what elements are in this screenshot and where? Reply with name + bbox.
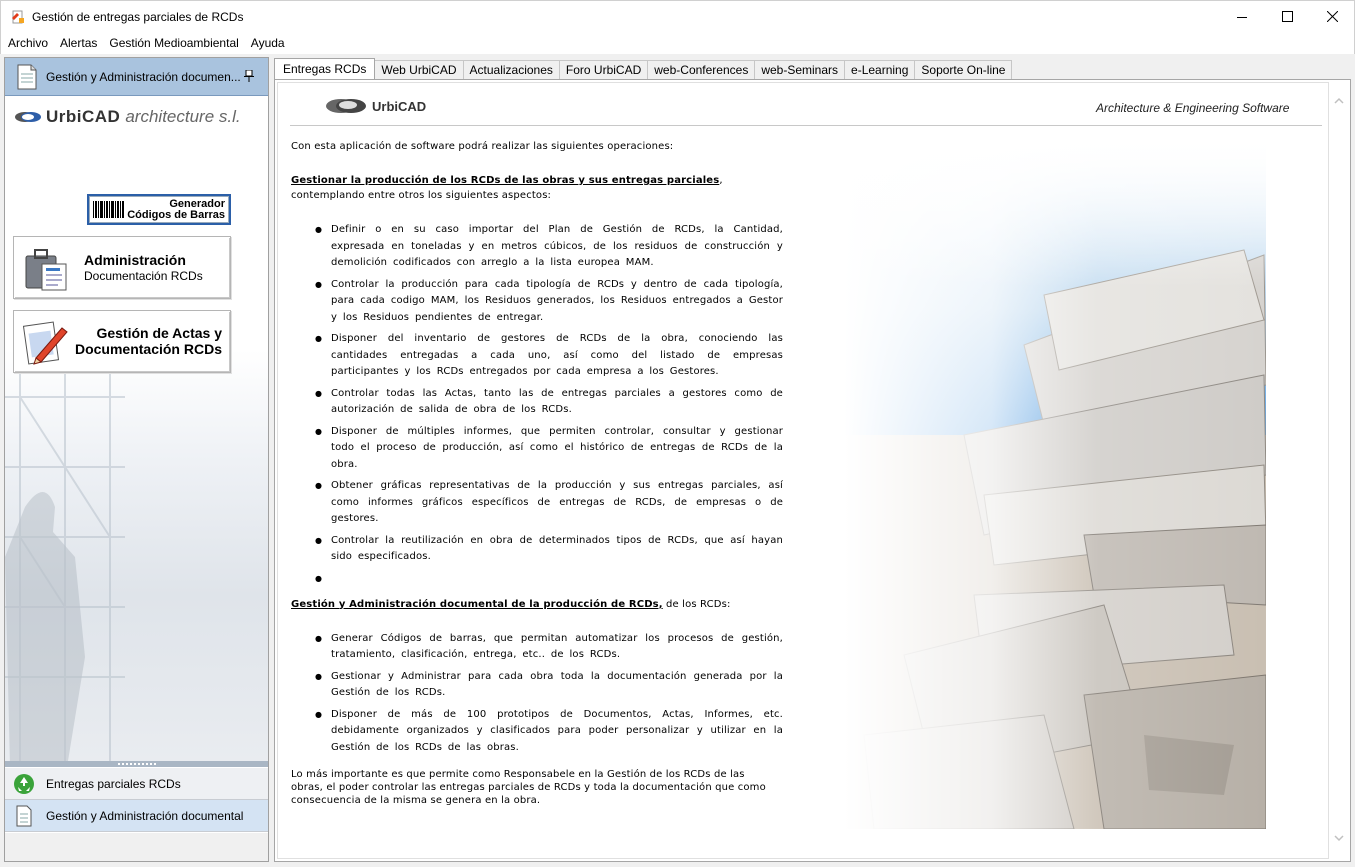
document-icon [13,805,35,827]
gestion-actas-button[interactable] [13,310,231,373]
barcode-button-label: Generador Códigos de Barras [127,197,225,221]
list-item: ● Controlar la reutilización en obra de determinados tipos de RCDs, que así hayan sido especificados. [315,533,783,566]
title-bar [0,0,1355,32]
content-page [277,82,1329,859]
app-icon [10,9,26,25]
menu-bar [0,32,1355,54]
nav-gestion-documental[interactable] [5,800,268,832]
description-text [291,139,783,807]
briefcase-document-icon [22,244,70,292]
urbicad-logo-mark-icon [324,97,368,115]
vertical-scrollbar[interactable] [1330,82,1348,859]
section2-list [315,631,783,757]
menu-ayuda[interactable]: Ayuda [250,36,285,50]
scroll-up-icon[interactable] [1334,96,1344,106]
left-panel-header[interactable] [5,58,268,96]
minimize-icon [1237,12,1247,22]
barcode-icon [92,199,126,221]
section1-subheading: contemplando entre otros los siguientes aspectos: [291,190,552,201]
panel-splitter[interactable] [5,761,268,767]
list-item: ● Generar Códigos de barras, que permitan automatizar los procesos de gestión, tratamiento, clasificación, entrega, etc.. de los RCDs. [315,631,783,664]
tagline: Architecture & Engineering Software [1096,101,1290,115]
close-icon [1327,11,1338,22]
window-title: Gestión de entregas parciales de RCDs [32,9,244,24]
content-frame [274,79,1351,862]
left-panel-footer [5,833,268,861]
content-logo-brand: UrbiCAD [372,98,427,114]
section2-heading: Gestión y Administración documental de la producción de RCDs, [291,598,663,610]
tab-soporte-online[interactable]: Soporte On-line [914,60,1012,79]
scroll-down-icon[interactable] [1334,833,1344,843]
tab-web-conferences[interactable]: web-Conferences [647,60,755,79]
pin-icon[interactable] [244,70,254,82]
section1-list [315,222,783,587]
barcode-generator-button[interactable] [87,194,231,225]
urbicad-logo-mark-icon [14,111,42,123]
maximize-button[interactable] [1264,1,1310,32]
tab-web-urbicad[interactable]: Web UrbiCAD [374,60,463,79]
closing-paragraph: Lo más importante es que permite como Responsabele en la Gestión de los RCDs de las obras, el poder controlar las entregas parciales de RCDs y toda la documentación que como consecuencia de la misma se genera en la obra. [291,769,766,806]
scaffold-background-image [5,357,125,761]
list-item: ● Controlar todas las Actas, tanto las de entregas parciales a gestores como de autorización de salida de obra de los RCDs. [315,386,783,419]
menu-gestion-medioambiental[interactable]: Gestión Medioambiental [109,36,239,50]
administracion-title: Administración [84,252,186,268]
tab-entregas-rcds[interactable]: Entregas RCDs [274,58,375,79]
nav-gestion-documental-label: Gestión y Administración documental [46,808,244,823]
administracion-subtitle: Documentación RCDs [84,269,203,283]
nav-entregas-parciales-label: Entregas parciales RCDs [46,776,181,791]
tab-e-learning[interactable]: e-Learning [844,60,915,79]
list-item: ● Controlar la producción para cada tipología de RCDs y dentro de cada tipología, para cada codigo MAM, los Residuos generados, los Residuos entregados a Gestor y los Residuos pendientes de entregar. [315,277,783,327]
list-item: ● Definir o en su caso importar del Plan de Gestión de RCDs, la Cantidad, expresada en toneladas y en metros cúbicos, de los residuos de construcción y demolición codificados con arreglo a la lista europea MAM. [315,222,783,272]
recycle-icon [13,773,35,795]
logo-brand: UrbiCAD [46,107,121,126]
minimize-button[interactable] [1219,1,1265,32]
list-item: ● Disponer de más de 100 prototipos de Documentos, Actas, Informes, etc. debidamente organizados y clasificados para poder personalizar y utilizar en la Gestión de los RCDs de las obras. [315,707,783,757]
tab-actualizaciones[interactable]: Actualizaciones [463,60,560,79]
gestion-actas-label: Gestión de Actas y Documentación RCDs [74,325,222,357]
urbicad-logo [14,107,241,127]
left-panel-header-label: Gestión y Administración documen... [46,69,241,84]
left-panel-content [5,97,268,761]
menu-archivo[interactable]: Archivo [8,36,49,50]
list-item: ● Disponer de múltiples informes, que permiten controlar, consultar y gestionar todo el proceso de producción, así como el histórico de entregas de RCDs de la obra. [315,424,783,474]
close-button[interactable] [1309,1,1355,32]
header-divider [290,125,1322,126]
list-item [315,571,783,587]
maximize-icon [1282,11,1293,22]
menu-alertas[interactable]: Alertas [60,36,98,50]
section1-heading: Gestionar la producción de los RCDs de las obras y sus entregas parciales [291,175,720,186]
tab-web-seminars[interactable]: web-Seminars [754,60,845,79]
list-item: ● Disponer del inventario de gestores de RCDs de la obra, conociendo las cantidades entregadas a cada uno, así como del listado de empresas participantes y los RCDs entregados por cada empresa a los Gestores. [315,331,783,381]
concrete-rubble-image [844,135,1266,829]
tab-strip [274,59,1011,79]
document-icon [16,64,38,90]
intro-paragraph: Con esta aplicación de software podrá realizar las siguientes operaciones: [291,141,674,152]
pencil-document-icon [22,318,70,366]
list-item: ● Obtener gráficas representativas de la producción y sus entregas parciales, así como informes gráficos específicos de entregas de RCDs, de empresas o de gestores. [315,478,783,528]
tab-foro-urbicad[interactable]: Foro UrbiCAD [559,60,648,79]
logo-suffix: architecture s.l. [125,107,241,126]
administracion-button[interactable] [13,236,231,299]
content-logo [324,97,426,115]
nav-entregas-parciales[interactable] [5,768,268,800]
section1-heading-line: Gestionar la producción de los RCDs de las obras y sus entregas parciales, [291,175,723,186]
list-item: ● Gestionar y Administrar para cada obra toda la documentación generada por la Gestión de los RCDs. [315,669,783,702]
section2-heading-line: Gestión y Administración documental de la producción de RCDs, de los RCDs: [291,598,731,610]
left-panel [4,57,269,862]
